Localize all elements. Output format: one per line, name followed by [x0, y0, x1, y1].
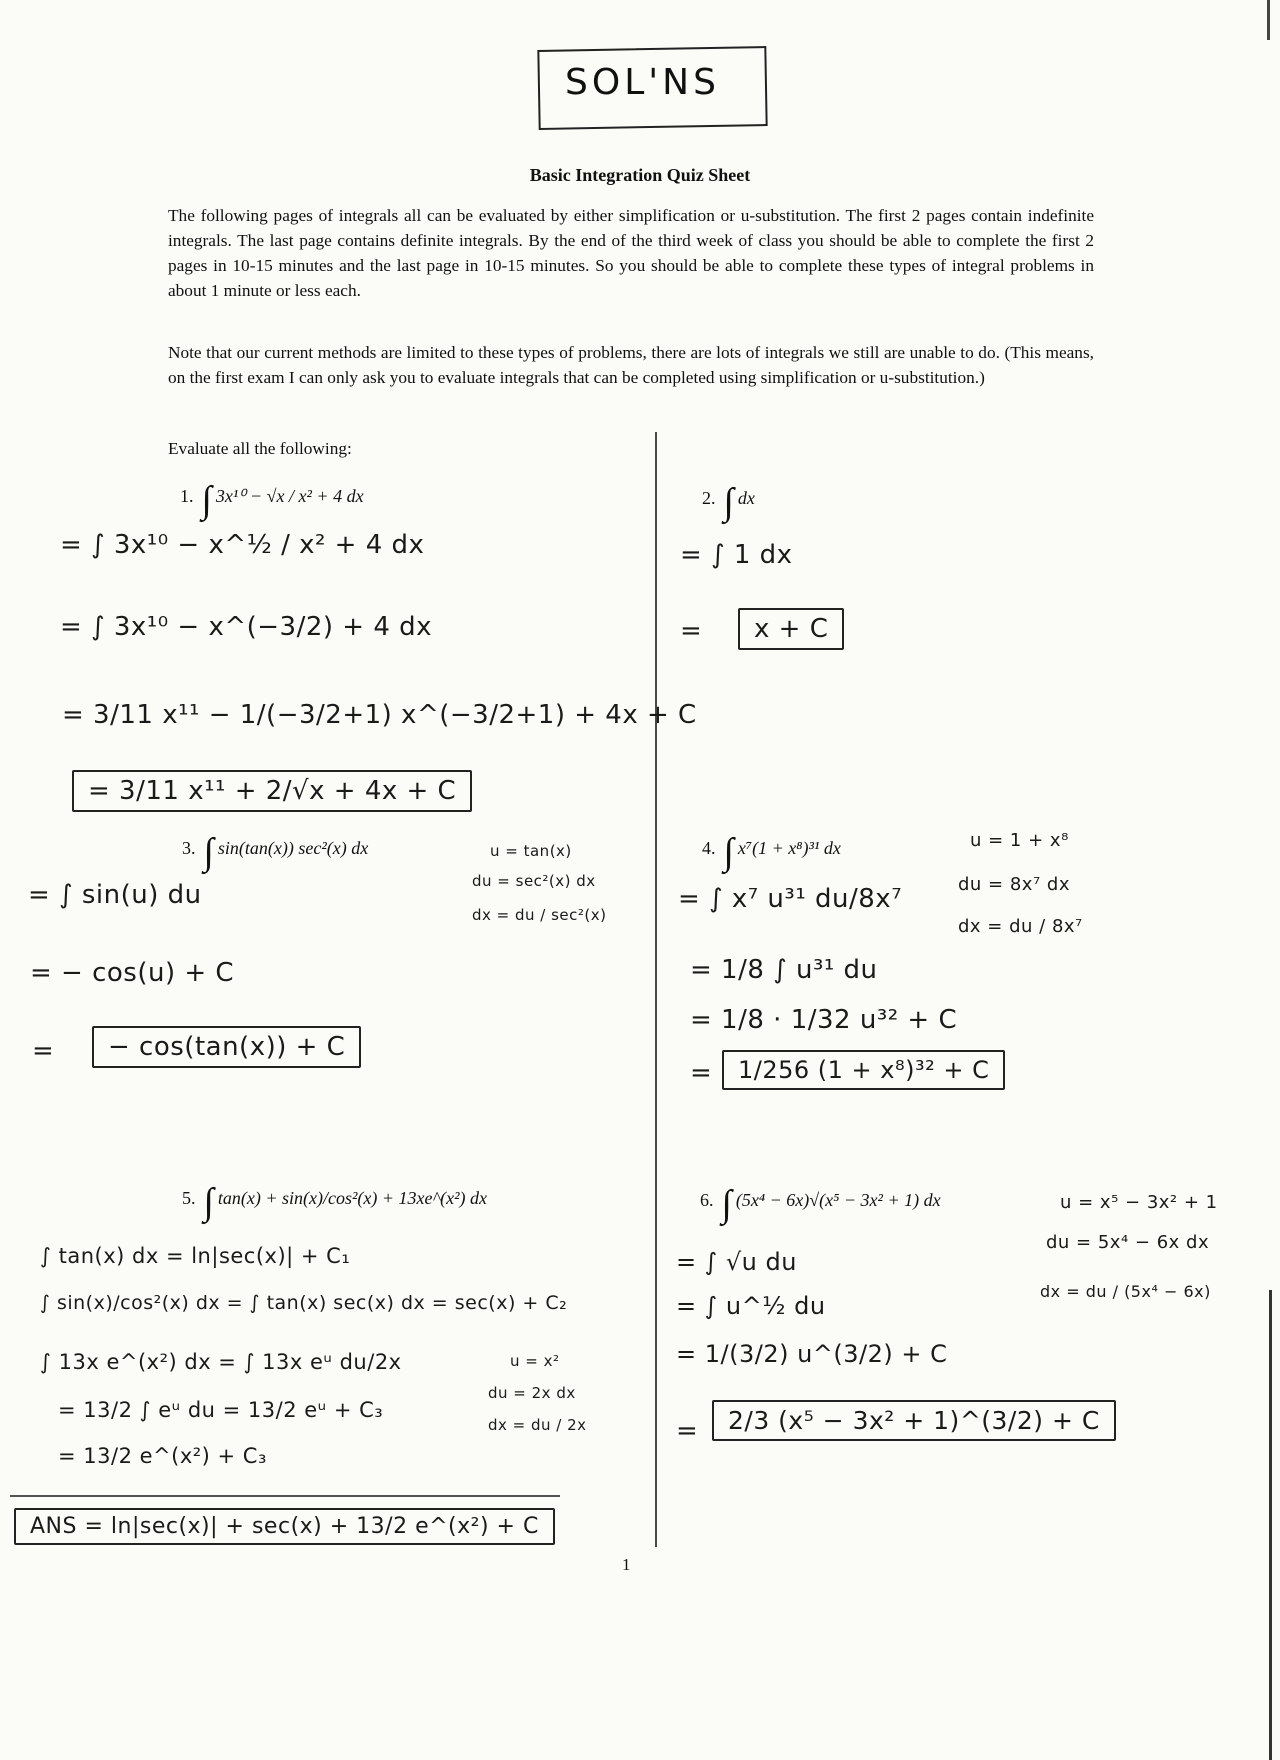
- instruction-text: Evaluate all the following:: [168, 439, 352, 458]
- scan-edge-mark: [1267, 0, 1270, 40]
- step: = ∫ √u du: [676, 1248, 797, 1276]
- substitution: du = 8x⁷ dx: [958, 874, 1070, 895]
- equals-sign: =: [676, 1416, 699, 1446]
- equals-sign: =: [680, 616, 703, 646]
- step: = 13/2 ∫ eᵘ du = 13/2 eᵘ + C₃: [58, 1398, 384, 1422]
- substitution: dx = du / sec²(x): [472, 906, 607, 924]
- problem-integrand: (5x⁴ − 6x)√(x⁵ − 3x² + 1) dx: [735, 1190, 941, 1210]
- substitution: dx = du / 2x: [488, 1416, 587, 1434]
- step: = ∫ 3x¹⁰ − x^(−3/2) + 4 dx: [60, 612, 433, 642]
- integral-sign: ∫: [723, 831, 734, 873]
- answer-box: x + C: [738, 608, 844, 650]
- problem-2: [702, 480, 755, 524]
- substitution: u = tan(x): [490, 842, 572, 860]
- problem-number: 4.: [702, 838, 716, 858]
- equals-sign: =: [32, 1036, 55, 1066]
- note-paragraph: Note that our current methods are limited to these types of problems, there are lots of integrals we still are unable to do. (This means, on the first exam I can only ask you to evaluate integrals that can be completed using simplification or u-substitution.): [168, 343, 1094, 387]
- step: ∫ tan(x) dx = ln|sec(x)| + C₁: [40, 1244, 351, 1268]
- scan-edge-mark: [1269, 1290, 1272, 1760]
- equals-sign: =: [690, 1058, 713, 1088]
- step: = ∫ 1 dx: [680, 540, 793, 570]
- integral-sign: ∫: [721, 1183, 732, 1225]
- integral-sign: ∫: [201, 479, 212, 521]
- substitution: du = 5x⁴ − 6x dx: [1046, 1232, 1210, 1253]
- problem-5: [182, 1180, 487, 1224]
- problem-number: 2.: [702, 488, 716, 508]
- step: = 13/2 e^(x²) + C₃: [58, 1444, 267, 1468]
- substitution: du = sec²(x) dx: [472, 872, 596, 890]
- step: = ∫ u^½ du: [676, 1292, 826, 1320]
- problem-integrand: dx: [737, 488, 755, 508]
- substitution: du = 2x dx: [488, 1384, 576, 1402]
- sheet-title: Basic Integration Quiz Sheet: [529, 165, 751, 185]
- substitution: u = 1 + x⁸: [970, 830, 1069, 851]
- step: = ∫ sin(u) du: [28, 880, 202, 910]
- problem-number: 6.: [700, 1190, 714, 1210]
- problem-number: 1.: [180, 486, 194, 506]
- step: = ∫ 3x¹⁰ − x^½ / x² + 4 dx: [60, 530, 425, 560]
- problem-4: [702, 830, 841, 874]
- problem-number: 3.: [182, 838, 196, 858]
- intro-paragraph: The following pages of integrals all can be evaluated by either simplification or u-substitution. The first 2 pages contain indefinite integrals. The last page contains definite integrals. By the end of the third week of class you should be able to complete the first 2 pages in 10-15 minutes and the last page in 10-15 minutes. So you should be able to complete these types of integral problems in about 1 minute or less each.: [168, 206, 1094, 300]
- integral-sign: ∫: [723, 481, 734, 523]
- step: = 1/8 · 1/32 u³² + C: [690, 1005, 958, 1035]
- substitution: dx = du / 8x⁷: [958, 916, 1083, 937]
- step: = 1/(3/2) u^(3/2) + C: [676, 1340, 948, 1368]
- problem-1: [180, 478, 364, 522]
- substitution: u = x²: [510, 1352, 560, 1370]
- problem-integrand: x⁷(1 + x⁸)³¹ dx: [737, 838, 841, 858]
- problem-integrand: sin(tan(x)) sec²(x) dx: [217, 838, 369, 858]
- answer-box: = 3/11 x¹¹ + 2/√x + 4x + C: [72, 770, 472, 812]
- integral-sign: ∫: [203, 1181, 214, 1223]
- substitution: u = x⁵ − 3x² + 1: [1060, 1192, 1218, 1213]
- step: = 1/8 ∫ u³¹ du: [690, 955, 878, 985]
- step: ∫ sin(x)/cos²(x) dx = ∫ tan(x) sec(x) dx = sec(x) + C₂: [40, 1292, 568, 1314]
- section-divider: [10, 1495, 560, 1497]
- problem-integrand: tan(x) + sin(x)/cos²(x) + 13xe^(x²) dx: [217, 1188, 487, 1208]
- answer-box: 1/256 (1 + x⁸)³² + C: [722, 1050, 1005, 1090]
- step: = − cos(u) + C: [30, 958, 235, 988]
- problem-3: [182, 830, 368, 874]
- problem-number: 5.: [182, 1188, 196, 1208]
- substitution: dx = du / (5x⁴ − 6x): [1040, 1282, 1211, 1301]
- problem-integrand: 3x¹⁰ − √x / x² + 4 dx: [215, 486, 364, 506]
- answer-box: ANS = ln|sec(x)| + sec(x) + 13/2 e^(x²) + C: [14, 1508, 555, 1545]
- column-divider: [655, 432, 657, 1547]
- solutions-label: SOL'NS: [565, 62, 720, 103]
- page-number: 1: [622, 1555, 631, 1574]
- answer-box: 2/3 (x⁵ − 3x² + 1)^(3/2) + C: [712, 1400, 1116, 1441]
- step: = ∫ x⁷ u³¹ du/8x⁷: [678, 884, 903, 914]
- answer-box: − cos(tan(x)) + C: [92, 1026, 361, 1068]
- integral-sign: ∫: [203, 831, 214, 873]
- step: = 3/11 x¹¹ − 1/(−3/2+1) x^(−3/2+1) + 4x + C: [62, 700, 697, 730]
- step: ∫ 13x e^(x²) dx = ∫ 13x eᵘ du/2x: [40, 1350, 402, 1374]
- problem-6: [700, 1182, 941, 1226]
